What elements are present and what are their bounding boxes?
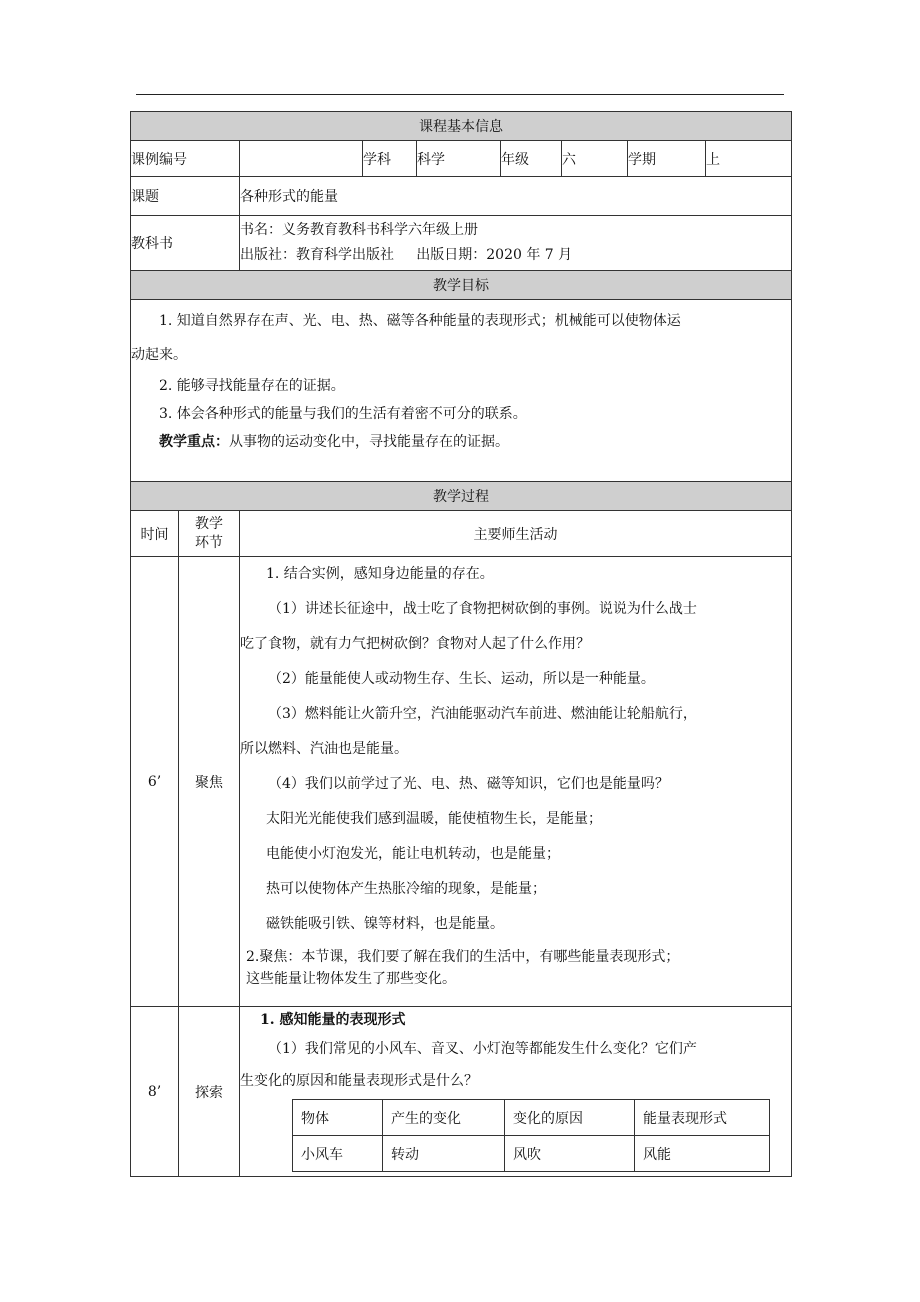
energy-table-cell-change: 转动	[383, 1136, 505, 1172]
energy-forms-table	[292, 1099, 770, 1172]
focus-line-4: （2）能量能使人或动物生存、生长、运动，所以是一种能量。	[268, 671, 655, 687]
focus-line-11: 磁铁能吸引铁、镍等材料，也是能量。	[266, 916, 504, 932]
objective-2: 2. 能够寻找能量存在的证据。	[159, 378, 345, 394]
explore-time: 8’	[131, 1007, 179, 1177]
objective-1a: 1. 知道自然界存在声、光、电、热、磁等各种能量的表现形式；机械能可以使物体运	[159, 313, 681, 329]
course-code-value	[240, 141, 363, 177]
focus-line-13: 这些能量让物体发生了那些变化。	[246, 971, 456, 987]
objectives-content	[131, 300, 792, 482]
focus-activities	[240, 557, 792, 1007]
energy-table-cell-object: 小风车	[293, 1136, 383, 1172]
textbook-label: 教科书	[131, 216, 240, 271]
energy-table-header-form: 能量表现形式	[635, 1100, 770, 1136]
topic-value: 各种形式的能量	[240, 177, 792, 216]
term-value: 上	[706, 141, 792, 177]
table-row	[293, 1136, 770, 1172]
focus-line-7: （4）我们以前学过了光、电、热、磁等知识，它们也是能量吗？	[268, 776, 669, 792]
col-stage-header-line2: 环节	[195, 534, 223, 551]
explore-question-b: 生变化的原因和能量表现形式是什么？	[240, 1073, 478, 1089]
explore-stage: 探索	[179, 1007, 240, 1177]
explore-heading: 1. 感知能量的表现形式	[260, 1012, 406, 1028]
col-time-header: 时间	[131, 511, 179, 557]
course-code-label: 课例编号	[131, 141, 240, 177]
header-rule	[136, 94, 784, 95]
energy-table-cell-cause: 风吹	[505, 1136, 635, 1172]
explore-question-a: （1）我们常见的小风车、音叉、小灯泡等都能发生什么变化？它们产	[268, 1041, 697, 1057]
focus-line-2: （1）讲述长征途中，战士吃了食物把树砍倒的事例。说说为什么战士	[268, 601, 697, 617]
col-activity-header: 主要师生活动	[240, 511, 792, 557]
textbook-name: 书名：义务教育教科书科学六年级上册	[240, 222, 478, 238]
col-stage-header-line1: 教学	[195, 515, 223, 532]
key-point-text: 从事物的运动变化中，寻找能量存在的证据。	[229, 434, 509, 450]
focus-stage: 聚焦	[179, 557, 240, 1007]
energy-table-header-change: 产生的变化	[383, 1100, 505, 1136]
grade-label: 年级	[501, 141, 562, 177]
focus-line-5: （3）燃料能让火箭升空，汽油能驱动汽车前进、燃油能让轮船航行，	[268, 706, 697, 722]
explore-activities	[240, 1007, 792, 1177]
focus-line-10: 热可以使物体产生热胀冷缩的现象，是能量；	[266, 881, 546, 897]
section-objectives-title: 教学目标	[131, 271, 792, 300]
col-stage-header	[179, 511, 240, 557]
energy-table-header-cause: 变化的原因	[505, 1100, 635, 1136]
energy-table-header-row	[293, 1100, 770, 1136]
energy-table-header-object: 物体	[293, 1100, 383, 1136]
section-basic-info-title: 课程基本信息	[131, 112, 792, 141]
objective-3: 3. 体会各种形式的能量与我们的生活有着密不可分的联系。	[159, 406, 527, 422]
subject-value: 科学	[417, 141, 501, 177]
section-process-title: 教学过程	[131, 482, 792, 511]
topic-label: 课题	[131, 177, 240, 216]
focus-line-1: 1. 结合实例，感知身边能量的存在。	[266, 566, 494, 582]
lesson-plan-table	[130, 111, 792, 1177]
textbook-publisher: 出版社：教育科学出版社 出版日期：2020 年 7 月	[240, 247, 573, 263]
subject-label: 学科	[363, 141, 417, 177]
focus-line-9: 电能使小灯泡发光，能让电机转动，也是能量；	[266, 846, 560, 862]
key-point	[131, 428, 791, 456]
focus-line-3: 吃了食物，就有力气把树砍倒？食物对人起了什么作用？	[240, 636, 590, 652]
key-point-label: 教学重点：	[159, 434, 229, 450]
focus-line-12: 2.聚焦：本节课，我们要了解在我们的生活中，有哪些能量表现形式；	[246, 949, 680, 965]
focus-line-6: 所以燃料、汽油也是能量。	[240, 741, 408, 757]
textbook-info	[240, 216, 792, 271]
focus-line-8: 太阳光光能使我们感到温暖，能使植物生长，是能量；	[266, 811, 602, 827]
term-label: 学期	[628, 141, 706, 177]
objective-1b: 动起来。	[131, 347, 187, 363]
energy-table-cell-form: 风能	[635, 1136, 770, 1172]
focus-time: 6’	[131, 557, 179, 1007]
grade-value: 六	[562, 141, 628, 177]
